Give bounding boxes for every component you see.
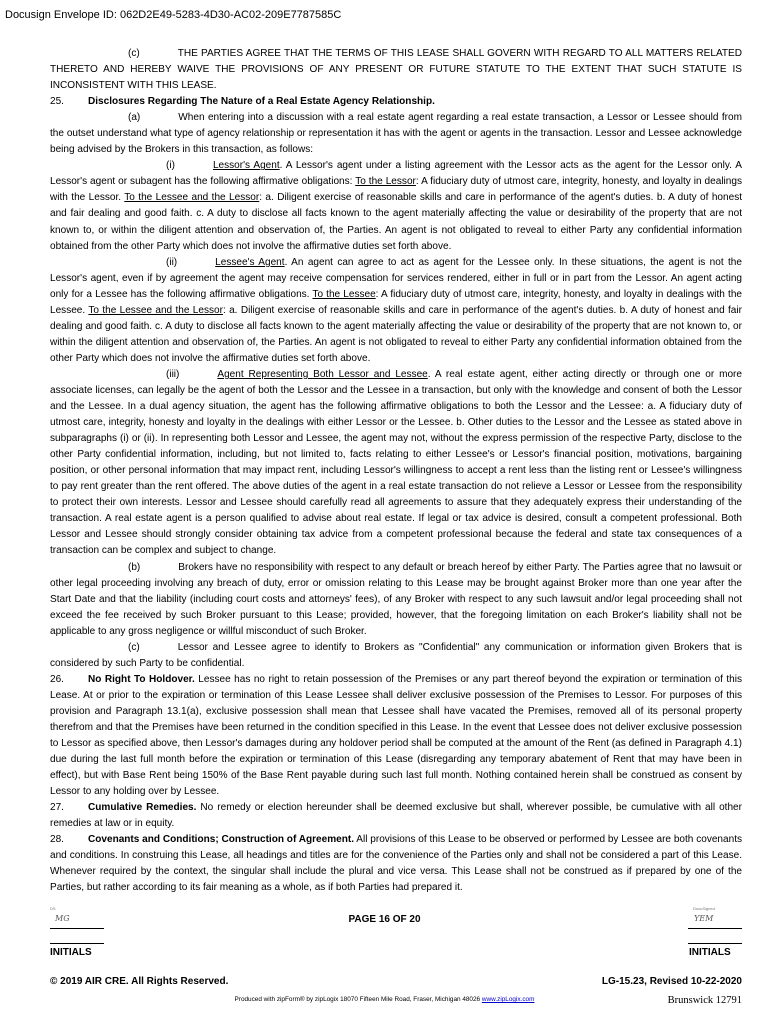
initials-underline: [50, 943, 104, 944]
section-25-a-iii: [50, 367, 742, 560]
subheading: Lessee's Agent: [215, 256, 285, 268]
paragraph-text: : a. Diligent exercise of reasonable skills and care in performance of the agent's duties. b. A duty of honest and fair dealing and good faith. c. A duty to disclose all facts known to the agent materially affecting the value or desirability of the property that are not known to, or within the diligent attention and observation of, the Parties. An agent is not obligated to reveal to either Party any confidential information obtained from the other Party which does not involve the affirmative duties set forth above.: [50, 304, 742, 364]
paragraph-text: THE PARTIES AGREE THAT THE TERMS OF THIS LEASE SHALL GOVERN WITH REGARD TO ALL MATTERS RELATED THERETO AND HEREBY WAIVE THE PROVISIONS OF ANY PRESENT OR FUTURE STATUTE TO THE EXTENT THAT SUCH STATUTE IS INCONSISTENT WITH THIS LEASE.: [50, 48, 742, 92]
lease-body: [50, 46, 742, 896]
paragraph-text: : a. Diligent exercise of reasonable skills and care in performance of the agent's duties. b. A duty of honest and fair dealing and good faith. c. A duty to disclose all facts known to the agent materially affecting the value or desirability of the property that are not known to, or within the diligent attention and observation of, the Parties. An agent is not obligated to reveal to either Party any confidential information obtained from the other Party which does not involve the affirmative duties set forth above.: [50, 192, 743, 252]
underlined-term: To the Lessee: [312, 288, 376, 300]
label: (iii): [166, 368, 180, 380]
section-number: 27.: [50, 802, 64, 814]
section-25-a-i: [50, 158, 742, 254]
paragraph-text: . A Lessor's agent under a listing agreement with the Lessor acts as the agent for the Lessor only. A Lessor's agent or subagent has the following affirmative obligations:: [50, 160, 742, 188]
underlined-term: To the Lessee and the Lessor: [88, 304, 223, 316]
label: (a): [128, 112, 141, 124]
section-25-a: [50, 110, 742, 158]
paragraph-text: All provisions of this Lease to be observed or performed by Lessee are both covenants and conditions. In construing this Lease, all headings and titles are for the convenience of the Parties only and shall not be considered a part of this Lease. Whenever required by the context, the singular shall include the plural and vice versa. This Lease shall not be construed as if prepared by one of the Parties, but rather according to its fair meaning as a whole, as if both Parties had prepared it.: [50, 834, 743, 894]
section-26: [50, 672, 742, 800]
subheading: Agent Representing Both Lessor and Lessee: [217, 368, 428, 380]
section-25-a-ii: [50, 255, 742, 367]
copyright: © 2019 AIR CRE. All Rights Reserved.: [50, 976, 229, 987]
subheading: Lessor's Agent: [212, 160, 280, 172]
section-25-b: [50, 560, 742, 640]
paragraph-text: Lessee has no right to retain possession of the Premises or any part thereof beyond the expiration or termination of this Lease. At or prior to the expiration or termination of this Lease Lessee shall deliver exclusive possession of the Premises to Lessor. For purposes of this provision and Paragraph 13.1(a), exclusive possession shall mean that Lessee shall have vacated the Premises, removed all of its personal property therefrom and that the Premises have been returned in the condition specified in this Lease. In the event that Lessee does not deliver exclusive possession to Lessor as specified above, then Lessor's damages during any holdover period shall be computed at the amount of the Rent (as defined in Paragraph 4.1) due during the last full month before the expiration or termination of this Lease (disregarding any temporary abatement of Rent that may have been in effect), but with Base Rent being 150% of the Base Rent payable during such last full month. Nothing contained herein shall be construed as consent by Lessor to any holding over by Lessee.: [50, 673, 742, 798]
ziplogix-link[interactable]: www.zipLogix.com: [481, 996, 535, 1003]
label: (c): [128, 48, 140, 59]
docusign-tag: DS: [50, 906, 56, 911]
section-number: 25.: [50, 96, 64, 108]
section-number: 28.: [50, 834, 64, 846]
initials-label-right: INITIALS: [689, 947, 731, 958]
paragraph-c-statute: [50, 46, 742, 94]
paragraph-text: . A real estate agent, either acting directly or through one or more associate licenses, can legally be the agent of both the Lessor and the Lessee in a transaction, but only with the knowledge and consent of both the Lessor and the Lessee. In a dual agency situation, the agent has the following affirmative obligations to both the Lessor and the Lessee: a. A fiduciary duty of utmost care, integrity, honesty and loyalty in the dealings with either Lessor or the Lessee. b. Other duties to the Lessor and the Lessee as stated above in subparagraphs (i) or (ii). In representing both Lessor and Lessee, the agent may not, without the express permission of the respective Party, disclose to the other Party confidential information, including, but not limited to, facts relating to either Lessee's or Lessor's financial position, motivations, bargaining position, or other personal information that may impact rent, including Lessor's willingness to accept a rent less than the listing rent or Lessee's willingness to pay rent greater than the rent offered. The above duties of the agent in a real estate transaction do not relieve a Lessor or Lessee from the responsibility to protect their own interests. Lessor and Lessee should carefully read all agreements to assure that they adequately express their understanding of the transaction. A real estate agent is a person qualified to advise about real estate. If legal or tax advice is desired, consult a competent professional. Both Lessor and Lessee should strongly consider obtaining tax advice from a competent professional because the federal and state tax consequences of a transaction can be complex and subject to change.: [50, 368, 742, 557]
section-heading: Covenants and Conditions; Construction of Agreement.: [88, 834, 355, 846]
label: (ii): [166, 256, 178, 268]
page-number: PAGE 16 OF 20: [348, 914, 421, 925]
produced-by-text: Produced with zipForm® by zipLogix 18070 Fifteen Mile Road, Fraser, Michigan 48026: [234, 996, 482, 1003]
section-heading: Disclosures Regarding The Nature of a Real Estate Agency Relationship.: [88, 96, 435, 108]
initials-underline: [688, 943, 742, 944]
envelope-id: Docusign Envelope ID: 062D2E49-5283-4D30-AC02-209E7787585C: [5, 9, 342, 21]
paragraph-text: Brokers have no responsibility with respect to any default or breach hereof by either Party. The Parties agree that no lawsuit or other legal proceeding involving any breach of duty, error or omission relating to this Lease may be brought against Broker more than one year after the Start Date and that the liability (including court costs and attorneys' fees), of any Broker with respect to any such lawsuit and/or legal proceeding shall not exceed the fee received by such Broker pursuant to this Lease; provided, however, that the foregoing limitation on each Broker's liability shall not be applicable to any gross negligence or willful misconduct of such Broker.: [50, 561, 742, 637]
document-name: Brunswick 12791: [667, 995, 742, 1006]
section-25-heading: [50, 94, 742, 110]
label: (c): [128, 641, 140, 653]
paragraph-text: When entering into a discussion with a real estate agent regarding a real estate transaction, a Lessor or Lessee should from the outset understand what type of agency relationship or representation it has with the agent or agents in the transaction. Lessor and Lessee acknowledge being advised by the Brokers in this transaction, as follows:: [50, 112, 742, 156]
label: (b): [128, 561, 141, 573]
section-number: 26.: [50, 673, 64, 685]
section-28: [50, 832, 742, 896]
form-id: LG-15.23, Revised 10-22-2020: [601, 976, 742, 987]
lessee-initials-signature: YEM: [694, 914, 714, 923]
paragraph-text: No remedy or election hereunder shall be deemed exclusive but shall, wherever possible, be cumulative with all other remedies at law or in equity.: [50, 802, 742, 830]
produced-by-line: [0, 996, 769, 1003]
section-heading: No Right To Holdover.: [88, 673, 195, 685]
section-27: [50, 800, 742, 832]
underlined-term: To the Lessor: [355, 176, 416, 188]
section-heading: Cumulative Remedies.: [88, 802, 197, 814]
paragraph-text: Lessor and Lessee agree to identify to Brokers as "Confidential" any communication or information given Brokers that is considered by such Party to be confidential.: [50, 641, 742, 669]
underlined-term: To the Lessee and the Lessor: [124, 192, 260, 204]
section-25-c: [50, 640, 742, 672]
paragraph-text: . An agent can agree to act as agent for the Lessee only. In these situations, the agent is not the Lessor's agent, even if by agreement the agent may receive compensation for services rendered, either in full or in part from the Lessor. An agent acting only for a Lessee has the following affirmative obligations.: [50, 256, 742, 300]
label: (i): [166, 160, 175, 172]
docusign-tag: DocuSigned: [693, 906, 715, 911]
lessor-initials-signature: MG: [55, 914, 70, 923]
initials-label-left: INITIALS: [50, 947, 92, 958]
paragraph-text: : A fiduciary duty of utmost care, integrity, honesty, and loyalty in dealings with the Lessee.: [50, 288, 742, 316]
paragraph-text: : A fiduciary duty of utmost care, integrity, honesty, and loyalty in dealings with the Lessor.: [50, 176, 742, 204]
